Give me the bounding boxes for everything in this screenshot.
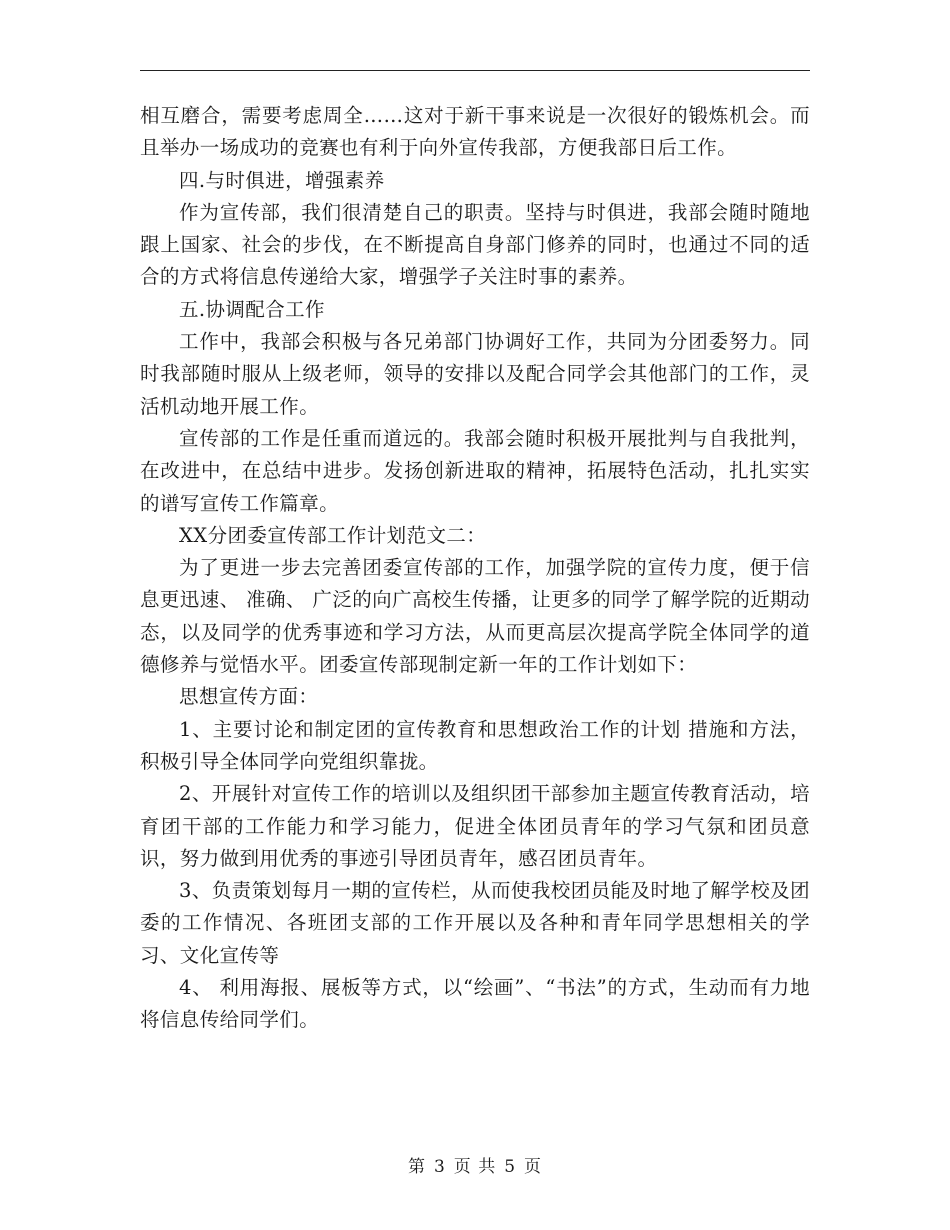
header-rule <box>140 70 810 71</box>
list-item: 4、 利用海报、展板等方式，以“绘画”、“书法”的方式，生动而有力地将信息传给同学们。 <box>140 976 810 1032</box>
paragraph: 作为宣传部，我们很清楚自己的职责。坚持与时俱进，我部会随时随地跟上国家、社会的步伐，在不断提高自身部门修养的同时，也通过不同的适合的方式将信息传递给大家，增强学子关注时事的素养。 <box>140 200 810 289</box>
list-item: 1、主要讨论和制定团的宣传教育和思想政治工作的计划 措施和方法，积极引导全体同学向党组织靠拢。 <box>140 717 810 773</box>
list-item: 3、负责策划每月一期的宣传栏，从而使我校团员能及时地了解学校及团委的工作情况、各班团支部的工作开展以及各种和青年同学思想相关的学习、文化宣传等 <box>140 879 810 967</box>
document-body <box>140 100 810 1037</box>
list-item: 2、开展针对宣传工作的培训以及组织团干部参加主题宣传教育活动，培育团干部的工作能力和学习能力，促进全体团员青年的学习气氛和团员意识，努力做到用优秀的事迹引导团员青年，感召团员青年。 <box>140 782 810 870</box>
page-footer <box>0 1152 950 1177</box>
paragraph: 工作中，我部会积极与各兄弟部门协调好工作，共同为分团委努力。同时我部随时服从上级老师，领导的安排以及配合同学会其他部门的工作，灵活机动地开展工作。 <box>140 330 810 418</box>
paragraph: 为了更进一步去完善团委宣传部的工作，加强学院的宣传力度，便于信息更迅速、 准确、 广泛的向广高校生传播，让更多的同学了解学院的近期动态，以及同学的优秀事迹和学习方法，从而更高层次提高学院全体同学的道德修养与觉悟水平。团委宣传部现制定新一年的工作计划如下： <box>140 556 810 677</box>
section-heading: 五.协调配合工作 <box>179 297 325 321</box>
footer-suffix: 页 <box>524 1157 543 1177</box>
footer-prefix: 第 <box>407 1157 426 1177</box>
footer-middle: 页 共 <box>453 1157 497 1177</box>
paragraph: 宣传部的工作是任重而道远的。我部会随时积极开展批判与自我批判，在改进中，在总结中进步。发扬创新进取的精神，拓展特色活动，扎扎实实的谱写宣传工作篇章。 <box>140 426 810 515</box>
document-subtitle: XX分团委宣传部工作计划范文二： <box>179 523 487 547</box>
section-heading: 四.与时俱进，增强素养 <box>179 168 385 192</box>
current-page-number: 3 <box>433 1157 446 1177</box>
total-pages-number: 5 <box>504 1157 517 1177</box>
paragraph: 相互磨合，需要考虑周全……这对于新干事来说是一次很好的锻炼机会。而且举办一场成功的竞赛也有利于向外宣传我部，方便我部日后工作。 <box>140 104 810 160</box>
section-heading: 思想宣传方面： <box>179 685 319 709</box>
